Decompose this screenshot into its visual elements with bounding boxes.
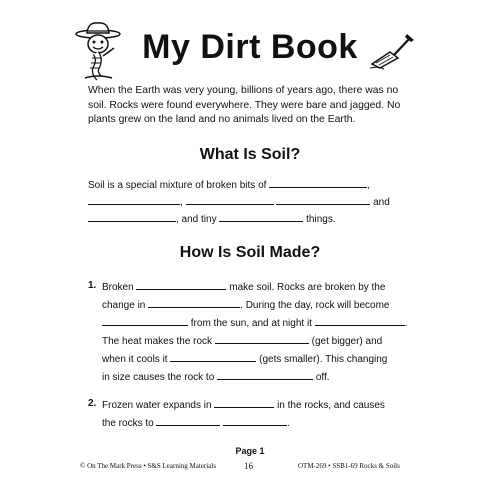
soil-line-3-mid: , and tiny bbox=[176, 214, 217, 225]
blank-field[interactable] bbox=[170, 352, 256, 362]
blank-field[interactable] bbox=[88, 195, 180, 205]
blank-field[interactable] bbox=[276, 195, 370, 205]
blank-field[interactable] bbox=[148, 298, 240, 308]
blank-field[interactable] bbox=[215, 334, 309, 344]
item1-line-6-text-b: off. bbox=[315, 372, 330, 383]
soil-line-2 bbox=[88, 195, 390, 208]
soil-line-1-text: Soil is a special mixture of broken bits of bbox=[88, 180, 267, 191]
soil-line-1-end: , bbox=[367, 180, 370, 191]
soil-line-2-sep: , bbox=[180, 197, 183, 208]
soil-line-3 bbox=[88, 212, 336, 225]
item1-line-3 bbox=[102, 316, 408, 329]
blank-field[interactable] bbox=[136, 280, 226, 290]
item2-line-1-text-a: Frozen water expands in bbox=[102, 400, 212, 411]
item1-line-3-text-a: from the sun, and at night it bbox=[190, 318, 312, 329]
soil-line-2-end: and bbox=[373, 197, 390, 208]
item1-line-4-text-a: The heat makes the rock bbox=[102, 336, 213, 347]
soil-line-3-end: things. bbox=[306, 214, 336, 225]
blank-field[interactable] bbox=[88, 212, 176, 222]
blank-field[interactable] bbox=[156, 416, 220, 426]
cowboy-worm-icon bbox=[70, 20, 128, 82]
section-heading-how-is-soil-made: How Is Soil Made? bbox=[179, 244, 321, 261]
blank-field[interactable] bbox=[223, 416, 287, 426]
blank-field[interactable] bbox=[214, 398, 274, 408]
blank-field[interactable] bbox=[217, 370, 313, 380]
footer-product-code: OTM-269 • SSB1-69 Rocks & Soils bbox=[298, 462, 400, 470]
item1-line-1-text-a: Broken bbox=[102, 282, 134, 293]
item1-line-2-text-a: change in bbox=[102, 300, 146, 311]
soil-line-1 bbox=[88, 178, 370, 191]
section-heading-what-is-soil: What Is Soil? bbox=[199, 146, 301, 163]
item1-line-1 bbox=[102, 280, 385, 293]
item1-line-4 bbox=[102, 334, 382, 347]
item2-line-1-text-b: in the rocks, and causes bbox=[277, 400, 385, 411]
item1-line-6 bbox=[102, 370, 330, 383]
item1-line-2 bbox=[102, 298, 389, 311]
shovel-icon bbox=[368, 30, 416, 70]
item1-line-5 bbox=[102, 352, 387, 365]
blank-field[interactable] bbox=[186, 195, 274, 205]
item-number-1: 1. bbox=[88, 280, 97, 291]
item1-line-3-text-b: . bbox=[404, 318, 408, 329]
item1-line-2-text-b: . During the day, rock will become bbox=[240, 300, 390, 311]
page-title: My Dirt Book bbox=[142, 28, 358, 66]
footer-publisher: © On The Mark Press • S&S Learning Materials bbox=[80, 462, 216, 470]
intro-paragraph: When the Earth was very young, billions of years ago, there was no soil. Rocks were found everywhere. They were bare and jagged. No plants grew on the land and no animals lived on the Earth. bbox=[88, 85, 401, 126]
item2-line-2-text-a: the rocks to bbox=[102, 418, 154, 429]
page-number-label: Page 1 bbox=[235, 446, 265, 456]
item-number-2: 2. bbox=[88, 398, 97, 409]
item2-line-1 bbox=[102, 398, 385, 411]
item2-line-2 bbox=[102, 416, 290, 429]
blank-field[interactable] bbox=[102, 316, 188, 326]
item2-line-2-text-b: . bbox=[287, 418, 291, 429]
item1-line-4-text-b: (get bigger) and bbox=[311, 336, 383, 347]
blank-field[interactable] bbox=[315, 316, 405, 326]
item1-line-1-text-b: make soil. Rocks are broken by the bbox=[229, 282, 386, 293]
item1-line-5-text-a: when it cools it bbox=[102, 354, 168, 365]
footer-page-number: 16 bbox=[244, 461, 253, 471]
item1-line-5-text-b: (gets smaller). This changing bbox=[259, 354, 388, 365]
blank-field[interactable] bbox=[269, 178, 367, 188]
blank-field[interactable] bbox=[219, 212, 303, 222]
item1-line-6-text-a: in size causes the rock to bbox=[102, 372, 215, 383]
